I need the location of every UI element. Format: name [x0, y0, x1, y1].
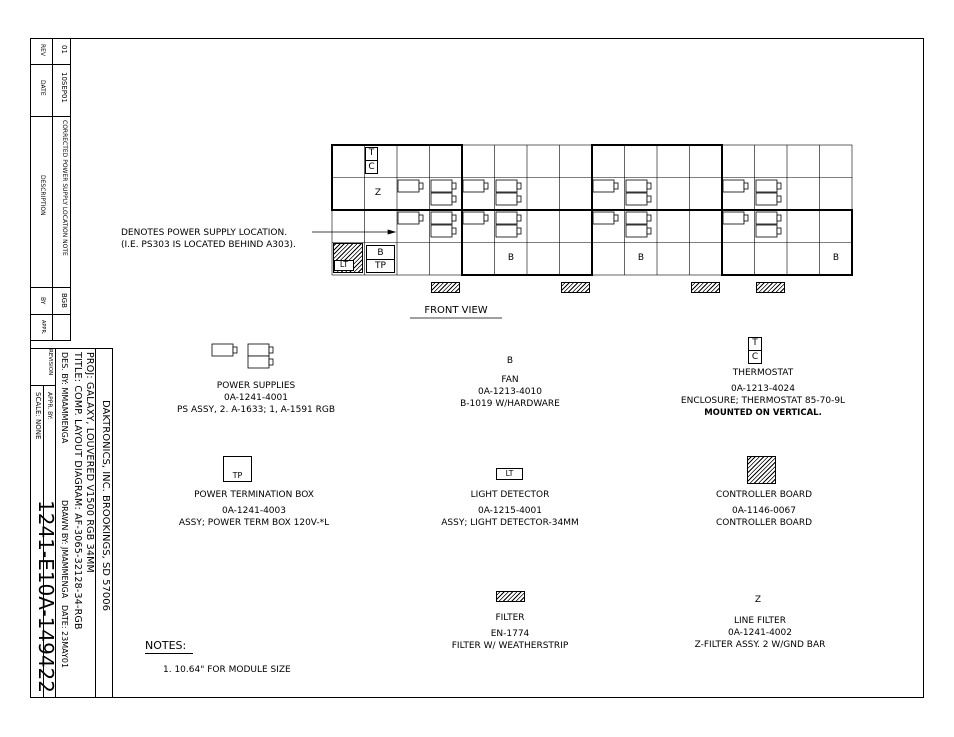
ps-note-line2: (I.E. PS303 IS LOCATED BEHIND A303).: [121, 240, 296, 250]
power-supply-icon: [210, 341, 280, 371]
line-filter-part: 0A-1241-4002: [728, 628, 792, 638]
fan-symbol: B: [506, 356, 514, 366]
title-date: DATE: 23MAY01: [60, 605, 69, 669]
title-line: TITLE: COMP. LAYOUT DIAGRAM: AF-3065-32128-34-RGB: [72, 352, 83, 630]
light-detector-part: 0A-1215-4001: [478, 506, 542, 516]
thermostat-c: C: [368, 162, 375, 172]
line-filter-desc: Z-FILTER ASSY. 2 W/GND BAR: [694, 640, 826, 650]
project-line: PROJ: GALAXY, LOUVERED V1500 RGB 34MM: [84, 352, 95, 573]
date-header: DATE: [39, 80, 46, 96]
light-detector-desc: ASSY; LIGHT DETECTOR-34MM: [441, 518, 579, 528]
fan-name: FAN: [501, 375, 519, 385]
company-line: DAKTRONICS, INC. BROOKINGS, SD 57006: [100, 400, 111, 611]
thermostat-legend-c: C: [751, 352, 759, 362]
thermostat-t: T: [368, 148, 375, 158]
appr-by-label: APPR. BY:: [46, 392, 53, 420]
appr-header: APPR.: [40, 320, 46, 335]
ps-part: 0A-1241-4001: [224, 393, 288, 403]
line-filter-name: LINE FILTER: [734, 616, 786, 626]
revision-label: REVISION: [47, 349, 53, 376]
fan-cell-b1: B: [377, 248, 384, 258]
controller-board-part: 0A-1146-0067: [732, 506, 796, 516]
filter-marker-3: [691, 282, 720, 293]
ps-name: POWER SUPPLIES: [216, 381, 296, 391]
notes-heading: NOTES:: [145, 639, 187, 652]
term-box-legend-label: TP: [232, 471, 243, 480]
filter-legend-symbol: [496, 591, 525, 602]
controller-board-legend-symbol: [747, 456, 776, 484]
date-value: 10SEP01: [60, 72, 68, 103]
scale-label: SCALE: NONE: [34, 392, 42, 440]
filter-part: EN-1774: [490, 629, 530, 639]
thermostat-note: MOUNTED ON VERTICAL.: [704, 408, 822, 418]
front-view-label: FRONT VIEW: [424, 305, 488, 316]
filter-marker-4: [756, 282, 785, 293]
rev-value: 01: [60, 45, 68, 54]
ps-note-line1: DENOTES POWER SUPPLY LOCATION.: [121, 228, 288, 238]
line-filter-cell: Z: [374, 188, 382, 198]
thermostat-name: THERMOSTAT: [732, 368, 794, 378]
thermostat-part: 0A-1213-4024: [731, 384, 795, 394]
by-value: BGB: [60, 293, 68, 308]
term-box-name: POWER TERMINATION BOX: [194, 490, 314, 500]
rev-header: REV: [39, 44, 46, 57]
description-value: CORRECTED POWER SUPPLY LOCATION NOTE: [61, 120, 68, 256]
fan-cell-b4: B: [832, 253, 840, 263]
description-header: DESCRIPTION: [39, 175, 46, 216]
des-by: DES. BY: MMAMMENGA: [60, 352, 69, 444]
controller-board-name: CONTROLLER BOARD: [715, 490, 813, 500]
note-item: 1. 10.64" FOR MODULE SIZE: [163, 665, 291, 675]
term-box-part: 0A-1241-4003: [222, 506, 286, 516]
filter-desc: FILTER W/ WEATHERSTRIP: [451, 641, 569, 651]
fan-desc: B-1019 W/HARDWARE: [460, 399, 560, 409]
thermostat-legend-t: T: [752, 338, 758, 348]
filter-marker-1: [431, 282, 460, 293]
fan-cell-b3: B: [637, 253, 645, 263]
line-filter-symbol: Z: [754, 595, 762, 605]
fan-cell-b2: B: [507, 253, 515, 263]
drawn-by: DRAWN BY: JMAMMENGA: [60, 500, 69, 599]
thermostat-desc: ENCLOSURE; THERMOSTAT 85-70-9L: [680, 396, 846, 406]
ps-desc: PS ASSY, 2. A-1633; 1, A-1591 RGB: [176, 405, 336, 415]
filter-name: FILTER: [495, 613, 525, 623]
drawing-number: 1241-E10A-149422: [34, 500, 58, 694]
controller-board-desc: CONTROLLER BOARD: [715, 518, 813, 528]
term-box-desc: ASSY; POWER TERM BOX 120V-*L: [178, 518, 330, 528]
filter-marker-2: [561, 282, 590, 293]
by-header: BY: [39, 297, 46, 305]
fan-part: 0A-1213-4010: [478, 387, 542, 397]
light-detector-cell: LT: [339, 260, 349, 269]
tp-cell-label: TP: [375, 261, 386, 271]
light-detector-legend-label: LT: [505, 469, 514, 478]
light-detector-name: LIGHT DETECTOR: [470, 490, 550, 500]
